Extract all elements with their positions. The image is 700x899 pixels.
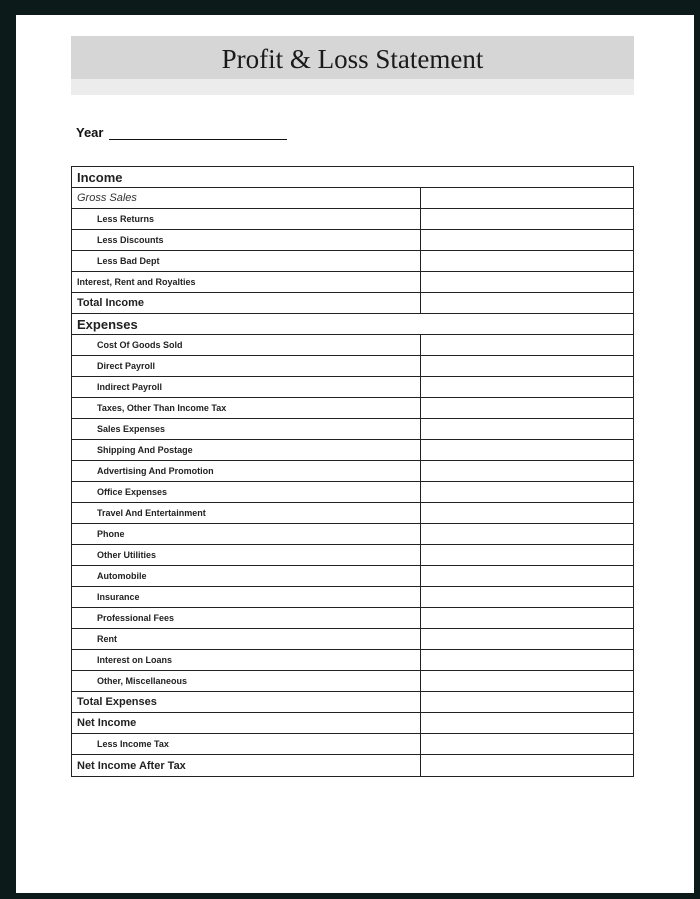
- expense-label: Insurance: [72, 587, 421, 607]
- expense-label: Taxes, Other Than Income Tax: [72, 398, 421, 418]
- expense-value[interactable]: [421, 566, 633, 586]
- expense-value[interactable]: [421, 629, 633, 649]
- less-discounts-value[interactable]: [421, 230, 633, 250]
- expense-label: Advertising And Promotion: [72, 461, 421, 481]
- ledger-row: [72, 377, 633, 398]
- less-income-tax-value[interactable]: [421, 734, 633, 754]
- net-income-value[interactable]: [421, 713, 633, 733]
- gross-sales-label: Gross Sales: [72, 188, 421, 208]
- total-expenses-value[interactable]: [421, 692, 633, 712]
- less-bad-dept-label: Less Bad Dept: [72, 251, 421, 271]
- expenses-heading: Expenses: [77, 316, 138, 332]
- expense-value[interactable]: [421, 440, 633, 460]
- expense-label: Phone: [72, 524, 421, 544]
- less-bad-dept-value[interactable]: [421, 251, 633, 271]
- expense-value[interactable]: [421, 482, 633, 502]
- total-expenses-label: Total Expenses: [72, 692, 421, 712]
- ledger-row: [72, 545, 633, 566]
- pl-ledger-table: [71, 166, 634, 777]
- less-returns-value[interactable]: [421, 209, 633, 229]
- expense-value[interactable]: [421, 650, 633, 670]
- ledger-row: [72, 272, 633, 293]
- year-label: Year: [76, 125, 104, 140]
- expense-label: Other Utilities: [72, 545, 421, 565]
- expense-value[interactable]: [421, 377, 633, 397]
- net-income-after-tax-label: Net Income After Tax: [72, 755, 421, 776]
- ledger-row: [72, 293, 633, 314]
- expense-value[interactable]: [421, 545, 633, 565]
- title-banner: [71, 36, 634, 95]
- interest-rent-royalties-value[interactable]: [421, 272, 633, 292]
- ledger-row: [72, 461, 633, 482]
- expense-label: Travel And Entertainment: [72, 503, 421, 523]
- document-title: Profit & Loss Statement: [221, 44, 484, 74]
- year-blank-line[interactable]: [109, 127, 287, 140]
- net-income-label: Net Income: [72, 713, 421, 733]
- ledger-row: [72, 734, 633, 755]
- ledger-row: [72, 251, 633, 272]
- expense-label: Indirect Payroll: [72, 377, 421, 397]
- less-returns-label: Less Returns: [72, 209, 421, 229]
- expense-label: Rent: [72, 629, 421, 649]
- ledger-row: [72, 209, 633, 230]
- net-income-after-tax-value[interactable]: [421, 755, 633, 776]
- expense-label: Office Expenses: [72, 482, 421, 502]
- ledger-row: [72, 566, 633, 587]
- expense-value[interactable]: [421, 335, 633, 355]
- ledger-row: [72, 629, 633, 650]
- expense-label: Shipping And Postage: [72, 440, 421, 460]
- expense-value[interactable]: [421, 671, 633, 691]
- total-income-label: Total Income: [72, 293, 421, 313]
- ledger-row: [72, 608, 633, 629]
- expense-value[interactable]: [421, 503, 633, 523]
- expense-label: Sales Expenses: [72, 419, 421, 439]
- expense-label: Other, Miscellaneous: [72, 671, 421, 691]
- gross-sales-value[interactable]: [421, 188, 633, 208]
- ledger-row: [72, 440, 633, 461]
- expense-value[interactable]: [421, 524, 633, 544]
- ledger-row: [72, 503, 633, 524]
- expense-label: Direct Payroll: [72, 356, 421, 376]
- expense-value[interactable]: [421, 587, 633, 607]
- ledger-row: [72, 650, 633, 671]
- expense-label: Interest on Loans: [72, 650, 421, 670]
- ledger-row: [72, 188, 633, 209]
- expense-label: Automobile: [72, 566, 421, 586]
- ledger-row: [72, 692, 633, 713]
- ledger-row: [72, 671, 633, 692]
- expense-value[interactable]: [421, 356, 633, 376]
- expense-label: Cost Of Goods Sold: [72, 335, 421, 355]
- ledger-row: [72, 230, 633, 251]
- ledger-row: [72, 755, 633, 776]
- year-field: [76, 125, 287, 140]
- expense-value[interactable]: [421, 461, 633, 481]
- expense-value[interactable]: [421, 398, 633, 418]
- ledger-row: [72, 335, 633, 356]
- interest-rent-royalties-label: Interest, Rent and Royalties: [72, 272, 421, 292]
- expense-value[interactable]: [421, 608, 633, 628]
- expense-value[interactable]: [421, 419, 633, 439]
- income-heading: Income: [77, 169, 123, 185]
- less-discounts-label: Less Discounts: [72, 230, 421, 250]
- total-income-value[interactable]: [421, 293, 633, 313]
- expense-label: Professional Fees: [72, 608, 421, 628]
- ledger-row: [72, 587, 633, 608]
- expenses-heading-row: [72, 314, 633, 335]
- ledger-row: [72, 713, 633, 734]
- income-heading-row: [72, 167, 633, 188]
- ledger-row: [72, 482, 633, 503]
- ledger-row: [72, 398, 633, 419]
- ledger-row: [72, 524, 633, 545]
- ledger-row: [72, 356, 633, 377]
- less-income-tax-label: Less Income Tax: [72, 734, 421, 754]
- document-page: [16, 15, 694, 893]
- ledger-row: [72, 419, 633, 440]
